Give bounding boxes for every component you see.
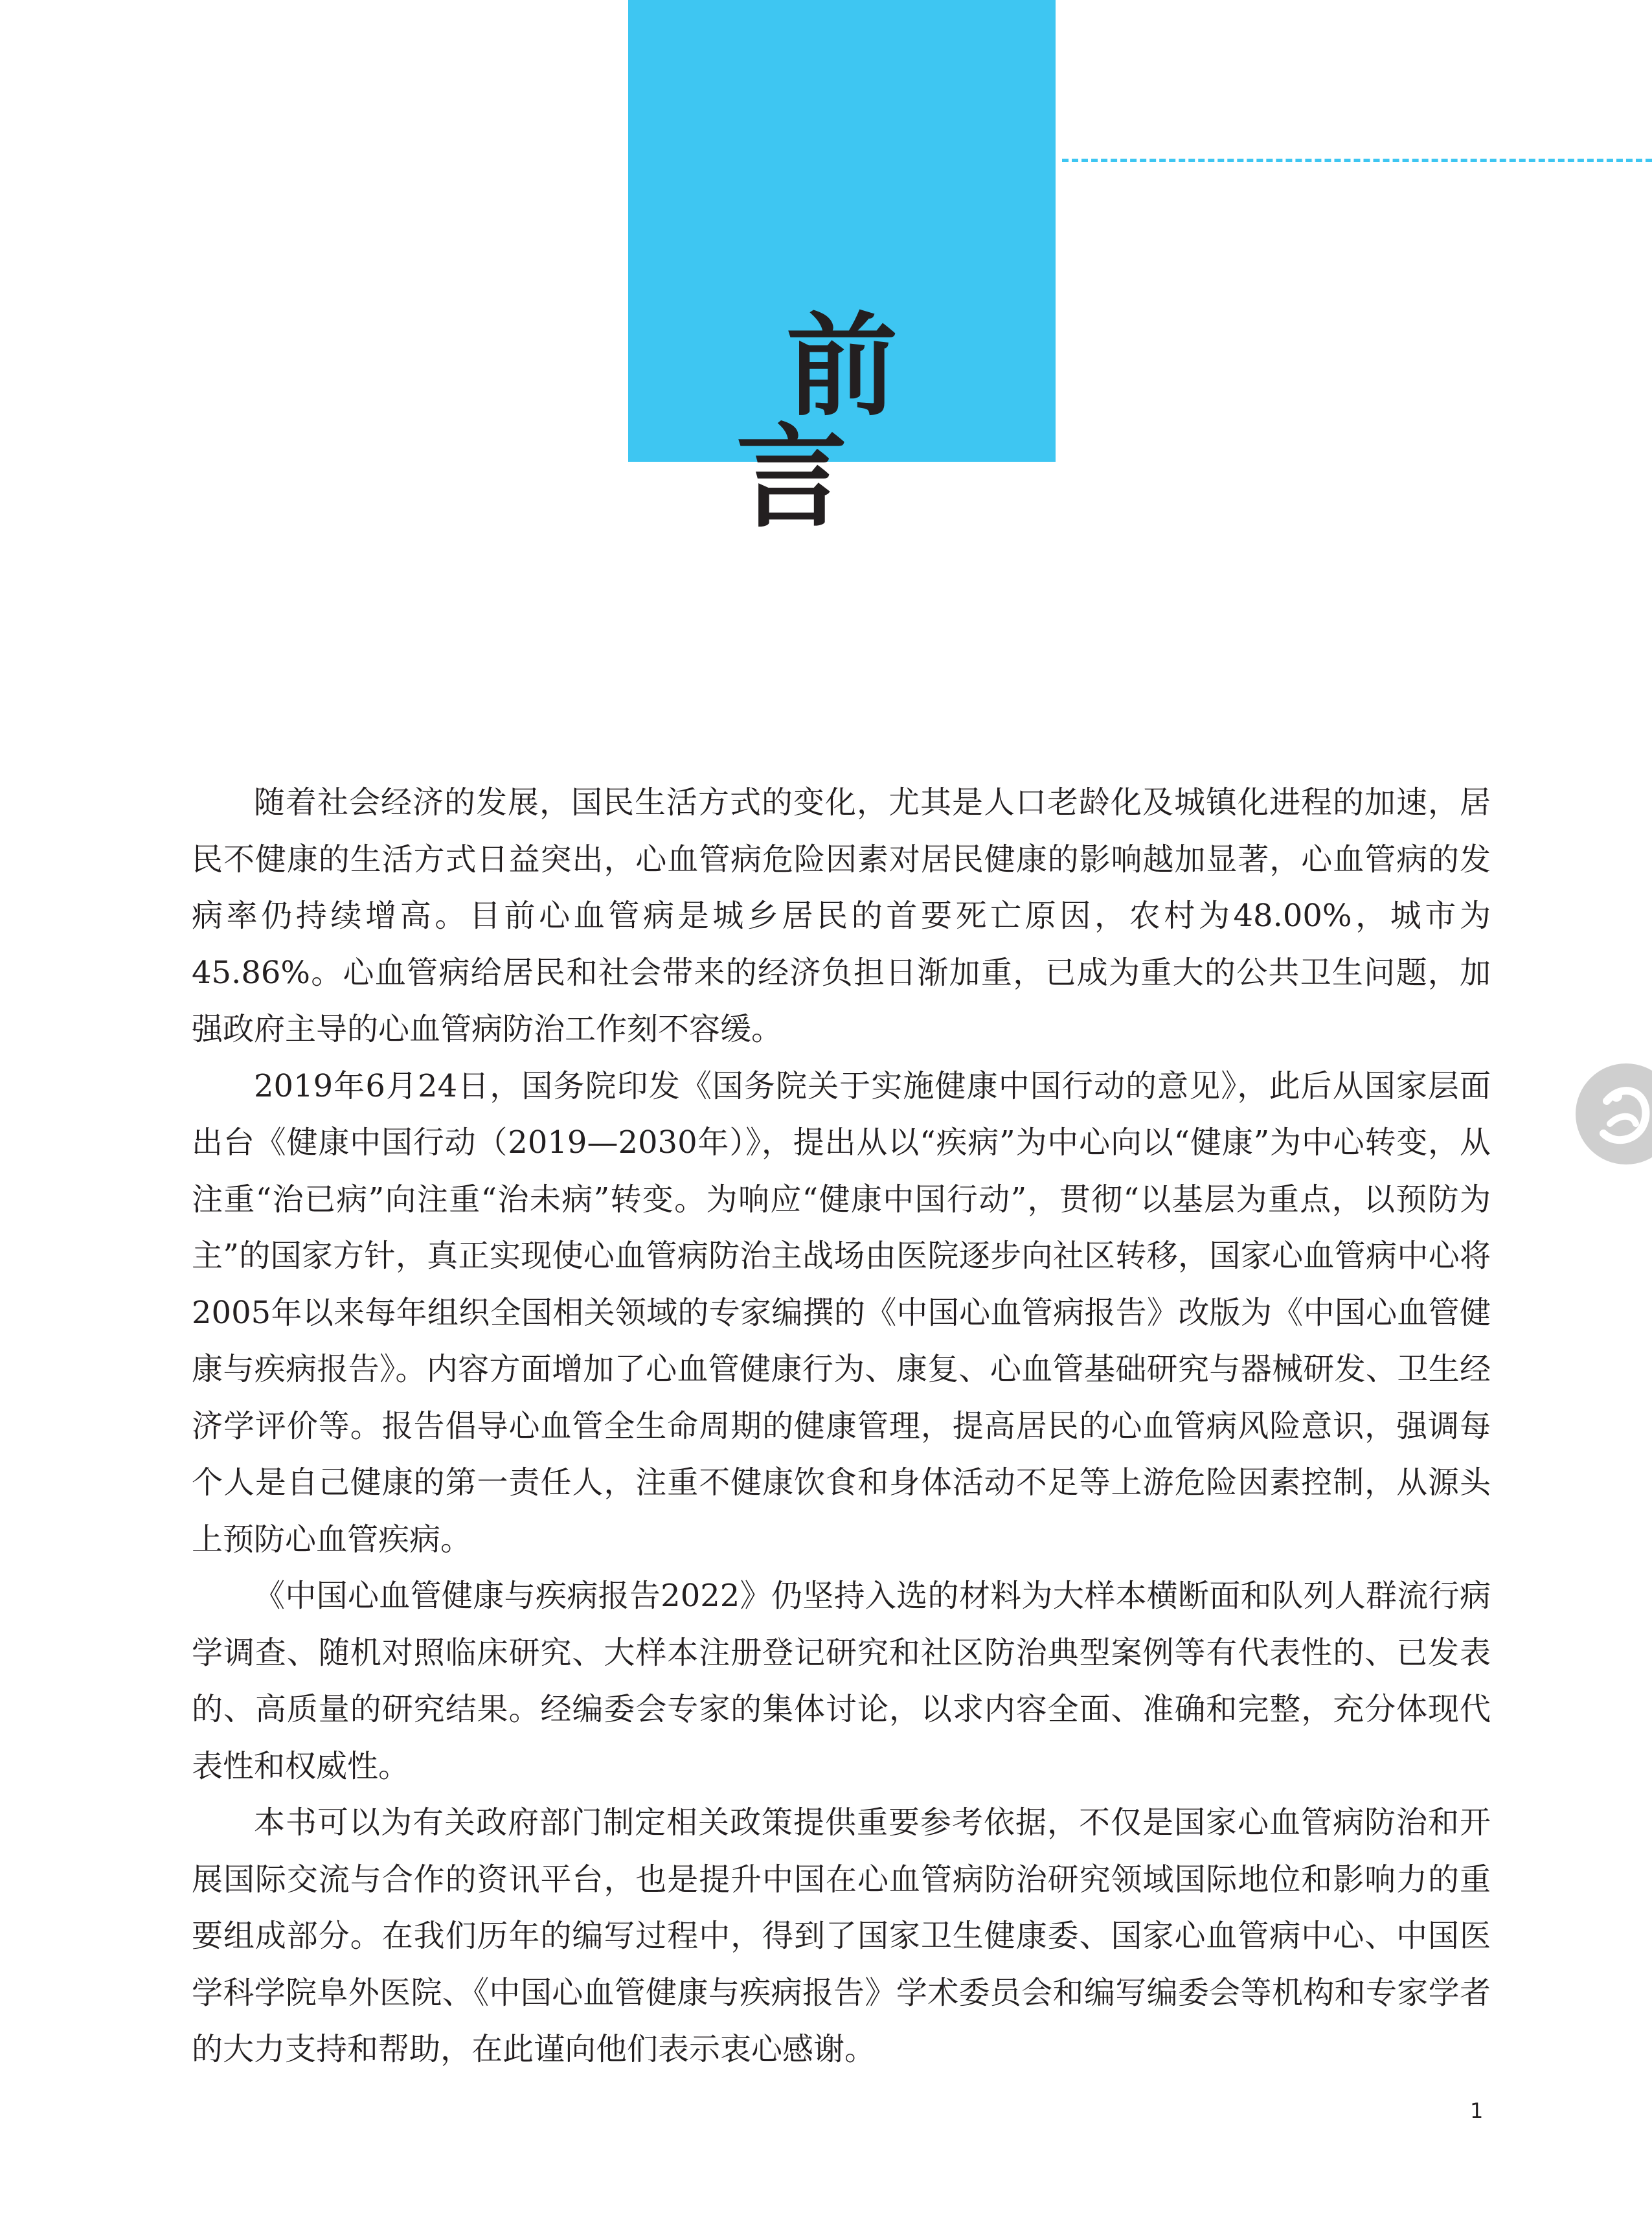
title-block bbox=[628, 0, 1056, 543]
paragraph: 2019年6月24日，国务院印发《国务院关于实施健康中国行动的意见》，此后从国家层面出台《健康中国行动（2019—2030年）》，提出从以“疾病”为中心向以“健康”为中心转变，从注重“治已病”向注重“治未病”转变。为响应“健康中国行动”，贯彻“以基层为重点，以预防为主”的国家方针，真正实现使心血管病防治主战场由医院逐步向社区转移，国家心血管病中心将2005年以来每年组织全国相关领域的专家编撰的《中国心血管病报告》改版为《中国心血管健康与疾病报告》。内容方面增加了心血管健康行为、康复、心血管基础研究与器械研发、卫生经济学评价等。报告倡导心血管全生命周期的健康管理，提高居民的心血管病风险意识，强调每个人是自己健康的第一责任人，注重不健康饮食和身体活动不足等上游危险因素控制，从源头上预防心血管疾病。 bbox=[192, 1067, 1491, 1558]
paragraph: 《中国心血管健康与疾病报告2022》仍坚持入选的材料为大样本横断面和队列人群流行病学调查、随机对照临床研究、大样本注册登记研究和社区防治典型案例等有代表性的、已发表的、高质量的研究结果。经编委会专家的集体讨论，以求内容全面、准确和完整，充分体现代表性和权威性。 bbox=[192, 1578, 1491, 1784]
page-title: 前言 bbox=[736, 301, 998, 543]
paragraph: 本书可以为有关政府部门制定相关政策提供重要参考依据，不仅是国家心血管病防治和开展国际交流与合作的资讯平台，也是提升中国在心血管病防治研究领域国际地位和影响力的重要组成部分。在我们历年的编写过程中，得到了国家卫生健康委、国家心血管病中心、中国医学科学院阜外医院、《中国心血管健康与疾病报告》学术委员会和编写编委会等机构和专家学者的大力支持和帮助，在此谨向他们表示衷心感谢。 bbox=[192, 1804, 1491, 2067]
preface-body bbox=[192, 775, 1491, 2078]
page-number: 1 bbox=[1470, 2098, 1484, 2123]
decorative-dashed-line bbox=[1062, 159, 1652, 162]
paragraph: 随着社会经济的发展，国民生活方式的变化，尤其是人口老龄化及城镇化进程的加速，居民不健康的生活方式日益突出，心血管病危险因素对居民健康的影响越加显著，心血管病的发病率仍持续增高。目前心血管病是城乡居民的首要死亡原因，农村为48.00%，城市为45.86%。心血管病给居民和社会带来的经济负担日渐加重，已成为重大的公共卫生问题，加强政府主导的心血管病防治工作刻不容缓。 bbox=[192, 784, 1491, 1047]
circular-swirl-logo-icon bbox=[1571, 1062, 1652, 1166]
